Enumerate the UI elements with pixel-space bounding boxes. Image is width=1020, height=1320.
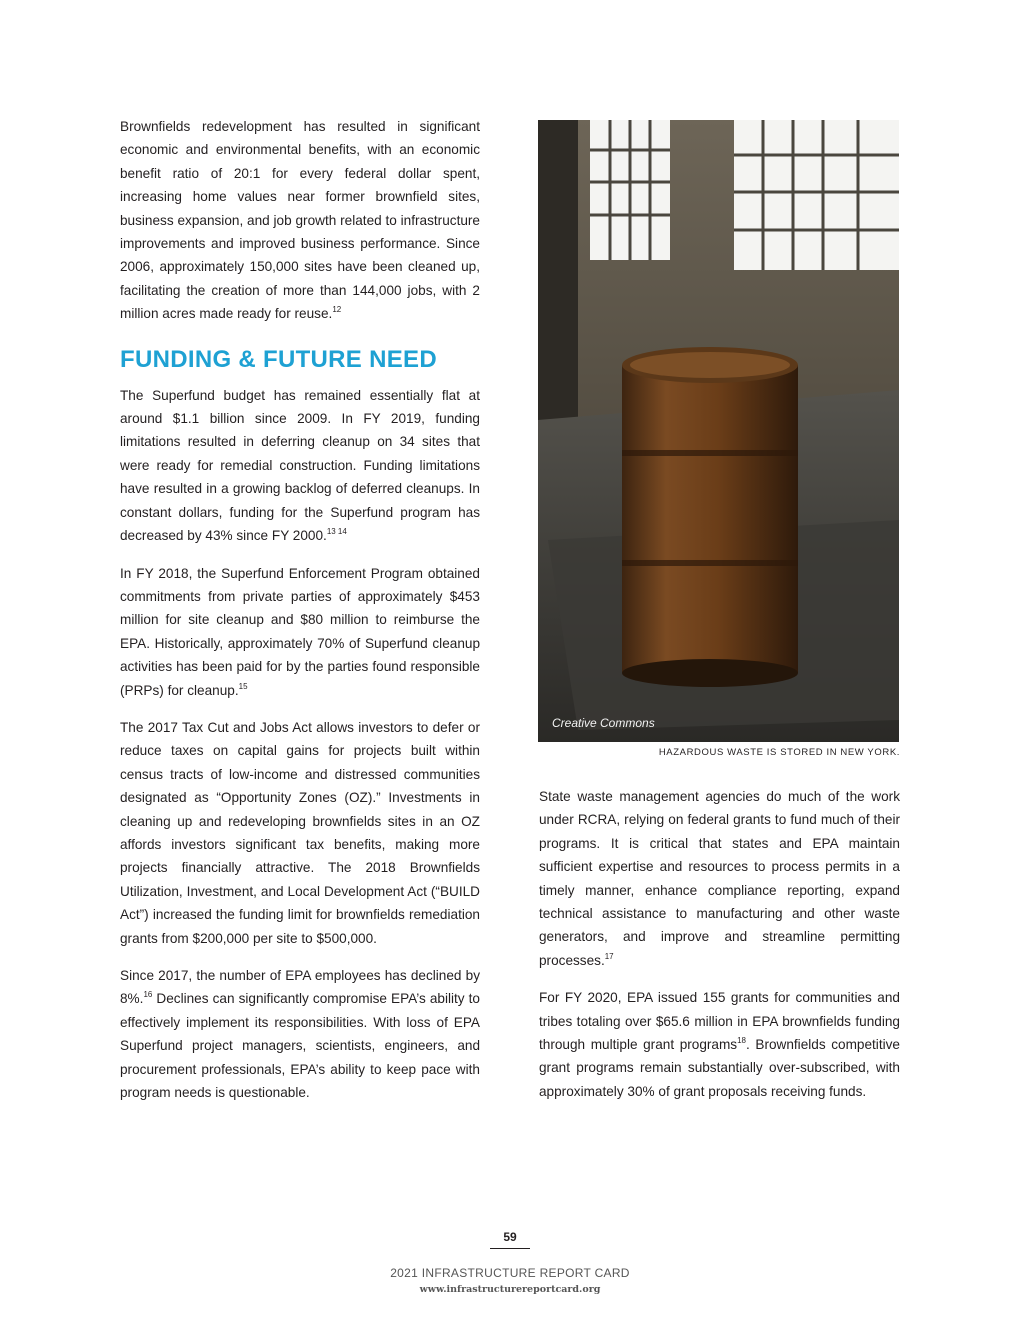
- paragraph-superfund-budget: The Superfund budget has remained essentially flat at around $1.1 billion since 2009. In FY 2019, funding limitations resulted in deferring cleanup on 34 sites that were ready for remedial construction. Funding limitations have resulted in a growing backlog of deferred cleanups. In constant dollars, funding for the Superfund program has decreased by 43% since FY 2000.$^{13 14}$: [120, 387, 480, 544]
- footnote-ref[interactable]: 15: [238, 681, 248, 691]
- window-left: [590, 120, 670, 260]
- section-heading: FUNDING & FUTURE NEED: [120, 345, 437, 373]
- footer-url-link[interactable]: www.infrastructurereportcard.org: [419, 1284, 601, 1295]
- paragraph-epa-employees: Since 2017, the number of EPA employees has declined by 8%.$^{16}$ Declines can significantly compromise EPA’s ability to effectively implement its responsibilities. With loss of EPA Superfund project managers, scientists, engineers, and procurement professionals, EPA’s ability to keep pace with program needs is questionable.: [120, 968, 480, 1101]
- footer-title: 2021 INFRASTRUCTURE REPORT CARD: [390, 1266, 630, 1280]
- footnote-ref[interactable]: 16: [143, 990, 153, 1000]
- footnote-ref[interactable]: 17: [604, 951, 614, 961]
- footnote-ref[interactable]: 13 14: [326, 527, 347, 537]
- paragraph-brownfields-benefits: Brownfields redevelopment has resulted in significant economic and environmental benefits, with an economic benefit ratio of 20:1 for every federal dollar spent, increasing home values near former brownfield sites, business expansion, and job growth related to infrastructure improvements and improved business performance. Since 2006, approximately 150,000 sites have been cleaned up, facilitating the creation of more than 144,000 jobs, with 2 million acres made ready for reuse.$^{12}$: [120, 119, 480, 322]
- paragraph-state-waste-agencies: State waste management agencies do much of the work under RCRA, relying on federal grants to fund much of their programs. It is critical that states and EPA maintain sufficient expertise and resources to process permits in a timely manner, enhance compliance reporting, expand technical assistance to manufacturing and other waste generators, and improve and streamline permitting processes.$^{17}$: [539, 789, 900, 968]
- photo-caption: HAZARDOUS WASTE IS STORED IN NEW YORK.: [658, 747, 900, 758]
- barrel: [622, 347, 798, 687]
- left-column: [120, 115, 480, 1118]
- right-column: [539, 785, 900, 1117]
- paragraph-fy2020-grants: For FY 2020, EPA issued 155 grants for communities and tribes totaling over $65.6 million in EPA brownfields funding through multiple grant programs$^{18}$. Brownfields competitive grant programs remain substantially over-subscribed, with approximately 30% of grant proposals receiving funds.: [539, 990, 900, 1099]
- photo-credit: Creative Commons: [552, 716, 655, 730]
- window-right: [734, 120, 899, 270]
- page-number: 59: [490, 1230, 530, 1249]
- paragraph-tax-cut-act: The 2017 Tax Cut and Jobs Act allows investors to defer or reduce taxes on capital gains for projects built within census tracts of low-income and distressed communities designated as “Opportunity Zones (OZ).” Investments in cleaning up and redeveloping brownfields sites in an OZ affords investors significant tax benefits, making more projects financially attractive. The 2018 Brownfields Utilization, Investment, and Local Development Act (“BUILD Act”) increased the funding limit for brownfields remediation grants from $200,000 per site to $500,000.: [120, 719, 480, 946]
- rusted-barrel-photo: [538, 120, 899, 742]
- photo-illustration: [538, 120, 899, 742]
- footnote-ref[interactable]: 12: [332, 305, 342, 315]
- footnote-ref[interactable]: 18: [737, 1036, 747, 1046]
- paragraph-enforcement-program: In FY 2018, the Superfund Enforcement Program obtained commitments from private parties of approximately $453 million for site cleanup and $80 million to reimburse the EPA. Historically, approximately 70% of Superfund cleanup activities has been paid for by the parties found responsible (PRPs) for cleanup.$^{15}$: [120, 565, 480, 698]
